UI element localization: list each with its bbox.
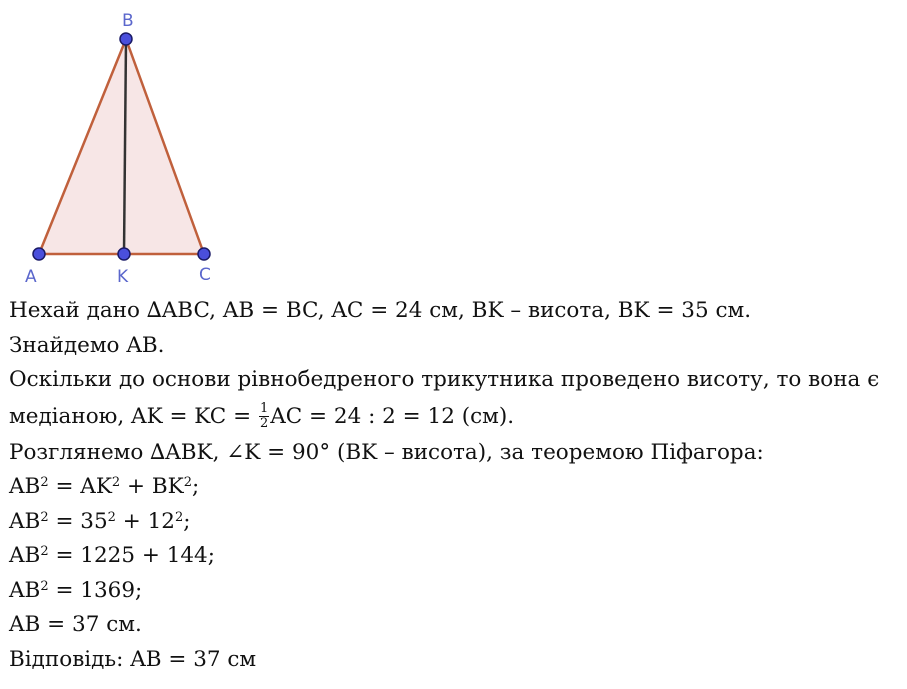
eq-part: AB <box>9 577 41 603</box>
solution-line-consider: Розглянемо ∆ABK, ∠K = 90° (BK – висота), за теоремою Піфагора: <box>9 439 764 465</box>
point-k <box>118 248 130 260</box>
eq-part: = 1225 + 144; <box>48 543 215 568</box>
solution-line-reason: Оскільки до основи рівнобедреного трикутника проведено висоту, то вона є <box>9 367 880 392</box>
eq-part: = 35 <box>48 508 108 534</box>
solution-line-substitute <box>9 505 899 540</box>
eq-part: = AK <box>48 474 112 499</box>
median-text: медіаною, AK = KC = <box>9 403 252 429</box>
exponent: 2 <box>40 544 49 559</box>
point-b <box>120 33 132 45</box>
eq-part: AB <box>9 508 41 534</box>
point-a <box>33 248 45 260</box>
label-a: A <box>25 267 37 287</box>
solution-line-result: AB = 37 см. <box>9 612 142 637</box>
exponent: 2 <box>111 475 121 490</box>
exponent: 2 <box>40 475 49 490</box>
fraction-numerator: 1 <box>259 401 269 416</box>
solution-line-median <box>9 398 899 436</box>
eq-part: AB <box>9 543 41 568</box>
fraction-denominator: 2 <box>259 416 269 431</box>
point-c <box>198 248 210 260</box>
exponent: 2 <box>40 509 49 525</box>
label-k: K <box>117 267 129 287</box>
eq-part: + 12 <box>115 508 175 534</box>
triangle-abc <box>39 39 204 254</box>
eq-part: = 1369; <box>48 577 143 603</box>
solution-line-pythagoras <box>9 470 899 505</box>
label-b: B <box>122 11 134 31</box>
exponent: 2 <box>183 475 192 490</box>
solution-text <box>9 294 899 677</box>
median-calc: AC = 24 : 2 = 12 (см). <box>270 403 515 429</box>
eq-part: ; <box>183 508 191 534</box>
solution-line-answer: Відповідь: AB = 37 см <box>9 646 257 672</box>
solution-line-find: Знайдемо AB. <box>9 332 165 358</box>
eq-part: ; <box>192 474 200 499</box>
label-c: C <box>199 265 211 285</box>
exponent: 2 <box>107 509 116 525</box>
solution-line-total <box>9 574 899 609</box>
solution-line-given: Нехай дано ∆ABC, AB = BC, AC = 24 см, BK – висота, BK = 35 см. <box>9 298 752 323</box>
triangle-figure <box>0 0 240 292</box>
fraction-one-half <box>259 402 269 431</box>
exponent: 2 <box>174 509 184 525</box>
exponent: 2 <box>40 578 49 594</box>
solution-line-sum <box>9 539 899 574</box>
eq-part: + BK <box>120 474 184 499</box>
eq-part: AB <box>9 474 41 499</box>
